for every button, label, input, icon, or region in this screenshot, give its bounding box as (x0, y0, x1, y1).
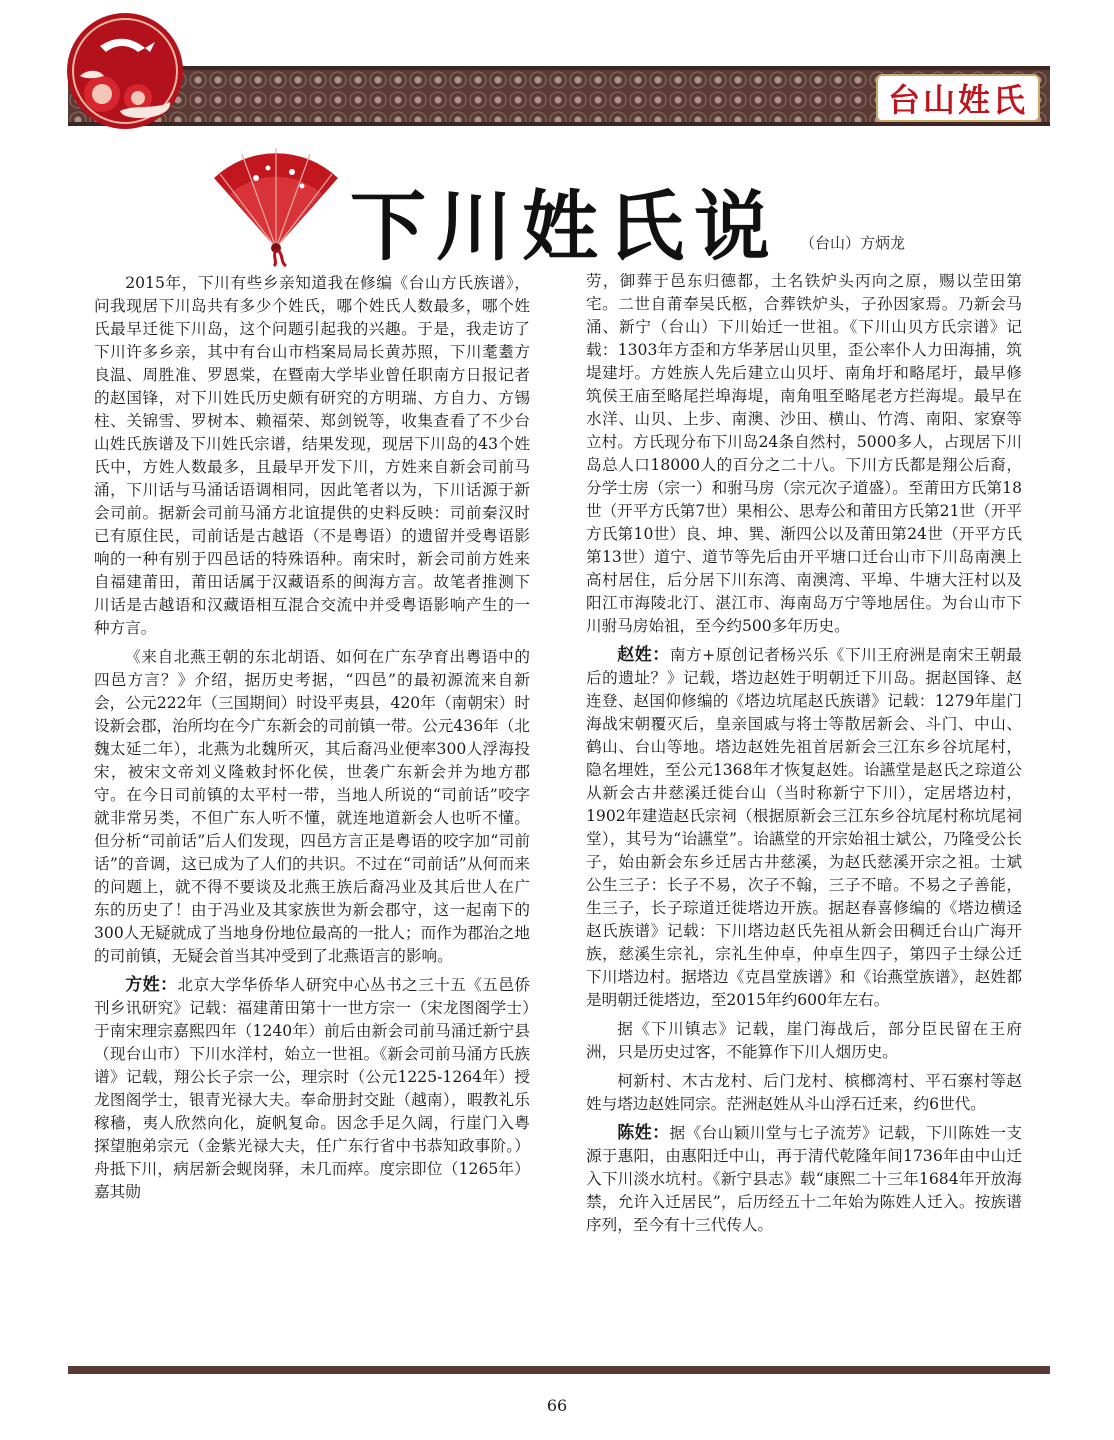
bottom-rule (68, 1366, 1050, 1374)
paragraph: 2015年，下川有些乡亲知道我在修编《台山方氏族谱》，问我现居下川岛共有多少个姓氏，哪个姓氏人数最多，哪个姓氏最早迁徙下川岛，这个问题引起我的兴趣。于是，我走访了下川许多乡亲，其中有台山市档案局局长黄苏照，下川耄耋方良温、周胜准、罗恩棠，在暨南大学毕业曾任职南方日报记者的赵国锋，对下川姓氏历史颇有研究的方明瑞、方自力、方锡柱、关锦雪、罗树本、赖福荣、郑剑锐等，收集查看了不少台山姓氏族谱及下川姓氏宗谱，结果发现，现居下川岛的43个姓氏中，方姓人数最多，且最早开发下川，方姓来自新会司前马涌，下川话与马涌话语调相同，因此笔者以为，下川话源于新会司前。据新会司前马涌方北谊提供的史料反映：司前秦汉时已有原住民，司前话是古越语（不是粤语）的遗留并受粤语影响的一种有别于四邑话的特殊语种。南宋时，新会司前方姓来自福建莆田，莆田话属于汉藏语系的闽海方言。故笔者推测下川话是古越语和汉藏语相互混合交流中并受粤语影响产生的一种方言。 (94, 274, 530, 637)
page-number: 66 (546, 1396, 568, 1415)
right-column (586, 270, 1022, 1243)
section-text: 北京大学华侨华人研究中心丛书之三十五《五邑侨刊乡讯研究》记载：福建莆田第十一世方宗一（宋龙图阁学士）于南宋理宗嘉熙四年（1240年）前后由新会司前马涌迁新宁县（现台山市）下川水洋村，始立一世祖。《新会司前马涌方氏族谱》记载，翔公长子宗一公，理宗时（公元1225-1264年）授龙图阁学士，银青光禄大夫。奉命册封交趾（越南），暇教礼乐稼穑，夷人欣然向化，旋帆复命。因念手足久阔，行崖门入粤探望胞弟宗元（金紫光禄大夫，任广东行省中书恭知政事阶。）舟抵下川，病居新会蚬岗驿，未几而瘁。度宗即位（1265年）嘉其勋 (94, 976, 530, 1201)
section-text: 南方+原创记者杨兴乐《下川王府洲是南宋王朝最后的遗址？》记载，塔边赵姓于明朝迁下川岛。据赵国锋、赵连登、赵国仰修编的《塔边坑尾赵氏族谱》记载：1279年崖门海战宋朝覆灭后，皇亲国戚与将士等散居新会、斗门、中山、鹤山、台山等地。塔边赵姓先祖首居新会三江东乡谷坑尾村，隐名埋姓，至公元1368年才恢复赵姓。诒讌堂是赵氏之琮道公从新会古井慈溪迁徙台山（当时称新宁下川），定居塔边村，1902年建造赵氏宗祠（根据原新会三江东乡谷坑尾村称坑尾祠堂），其号为“诒讌堂”。诒讌堂的开宗始祖士斌公，乃隆受公长子，始由新会东乡迁居古井慈溪，为赵氏慈溪开宗之祖。士斌公生三子：长子不易，次子不翰，三子不暗。不易之子善能，生三子，长子琮道迁徙塔边开族。据赵春喜修编的《塔边横迳赵氏族谱》记载：下川塔边赵氏先祖从新会田稠迁台山广海开族，慈溪生宗礼，宗礼生仲卓，仲卓生四子，第四子士绿公迁下川塔边村。据塔边《克昌堂族谱》和《诒燕堂族谱》，赵姓都是明朝迁徙塔边，至2015年约600年左右。 (586, 646, 1023, 1009)
header-banner (68, 66, 1050, 126)
article-title: 下川姓氏说 (350, 182, 780, 271)
section-tag: 台山姓氏 (876, 74, 1040, 122)
paragraph: 柯新村、木古龙村、后门龙村、槟榔湾村、平石寨村等赵姓与塔边赵姓同宗。茫洲赵姓从斗山浮石迁来，约6世代。 (586, 1072, 1022, 1113)
fang-section (94, 974, 530, 1204)
section-text: 据《台山颖川堂与七子流芳》记载，下川陈姓一支源于惠阳，由惠阳迁中山，再于清代乾隆年间1736年由中山迁入下川淡水坑村。《新宁县志》载“康熙二十三年1684年开放海禁，允许入迁居民”，后历经五十二年始为陈姓人迁入。按族谱序列，至今有十三代传人。 (586, 1124, 1022, 1234)
paragraph: 《来自北燕王朝的东北胡语、如何在广东孕育出粤语中的四邑方言？》介绍，据历史考据，“四邑”的最初源流来自新会，公元222年（三国期间）时设平夷县，420年（南朝宋）时设新会郡，治所均在今广东新会的司前镇一带。公元436年（北魏太延二年），北燕为北魏所灭，其后裔冯业便率300人浮海投宋，被宋文帝刘义隆敕封怀化侯，世袭广东新会并为地方郡守。在今日司前镇的太平村一带，当地人所说的“司前话”咬字就非常另类，不但广东人听不懂，就连地道新会人也听不懂。但分析“司前话”后人们发现，四邑方言正是粤语的咬字加“司前话”的音调，这已成为了人们的共识。不过在“司前话”从何而来的问题上，就不得不要谈及北燕王族后裔冯业及其后世人在广东的历史了！由于冯业及其家族世为新会郡守，这一起南下的300人无疑就成了当地身份地位最高的一批人；而作为郡治之地的司前镇，无疑会首当其冲受到了北燕语言的影响。 (94, 648, 530, 965)
surname-heading: 方姓： (125, 975, 178, 995)
left-column (94, 272, 530, 1210)
paragraph-continuation: 劳，御葬于邑东归德都，土名铁炉头丙向之原，赐以茔田第宅。二世自莆奉吴氏柩，合葬铁炉头，子孙因家焉。乃新会马涌、新宁（台山）下川始迁一世祖。《下川山贝方氏宗谱》记载：1303年方歪和方华茅居山贝里，歪公率仆人力田海捕，筑堤建圩。方姓族人先后建立山贝圩、南角圩和略尾圩，最早修筑侯王庙至略尾拦埠海堤，南角咀至略尾老方拦海堤。最早在水洋、山贝、上步、南澳、沙田、横山、竹湾、南阳、家寮等立村。方氏现分布下川岛24条自然村，5000多人，占现居下川岛总人口18000人的百分之二十八。下川方氏都是翔公后裔，分学士房（宗一）和驸马房（宗元次子道盛）。至莆田方氏第18世（开平方氏第7世）果相公、思寿公和莆田方氏第21世（开平方氏第10世）良、坤、巽、渐四公以及莆田第24世（开平方氏第13世）道宁、道节等先后由开平塘口迁台山市下川岛南澳上高村居住，后分居下川东湾、南澳湾、平埠、牛塘大汪村以及阳江市海陵北汀、湛江市、海南岛万宁等地居住。为台山市下川驸马房始祖，至今约500多年历史。 (586, 272, 1022, 635)
paragraph: 据《下川镇志》记载，崖门海战后，部分臣民留在王府洲，只是历史过客，不能算作下川人烟历史。 (586, 1020, 1022, 1061)
peony-crane-emblem-icon (60, 6, 190, 136)
surname-heading: 陈姓： (617, 1123, 670, 1143)
zhao-section (586, 644, 1022, 1012)
chen-section (586, 1122, 1022, 1237)
author-byline: （台山）方炳龙 (800, 234, 906, 252)
folding-fan-icon (206, 138, 346, 268)
surname-heading: 赵姓： (617, 645, 670, 665)
